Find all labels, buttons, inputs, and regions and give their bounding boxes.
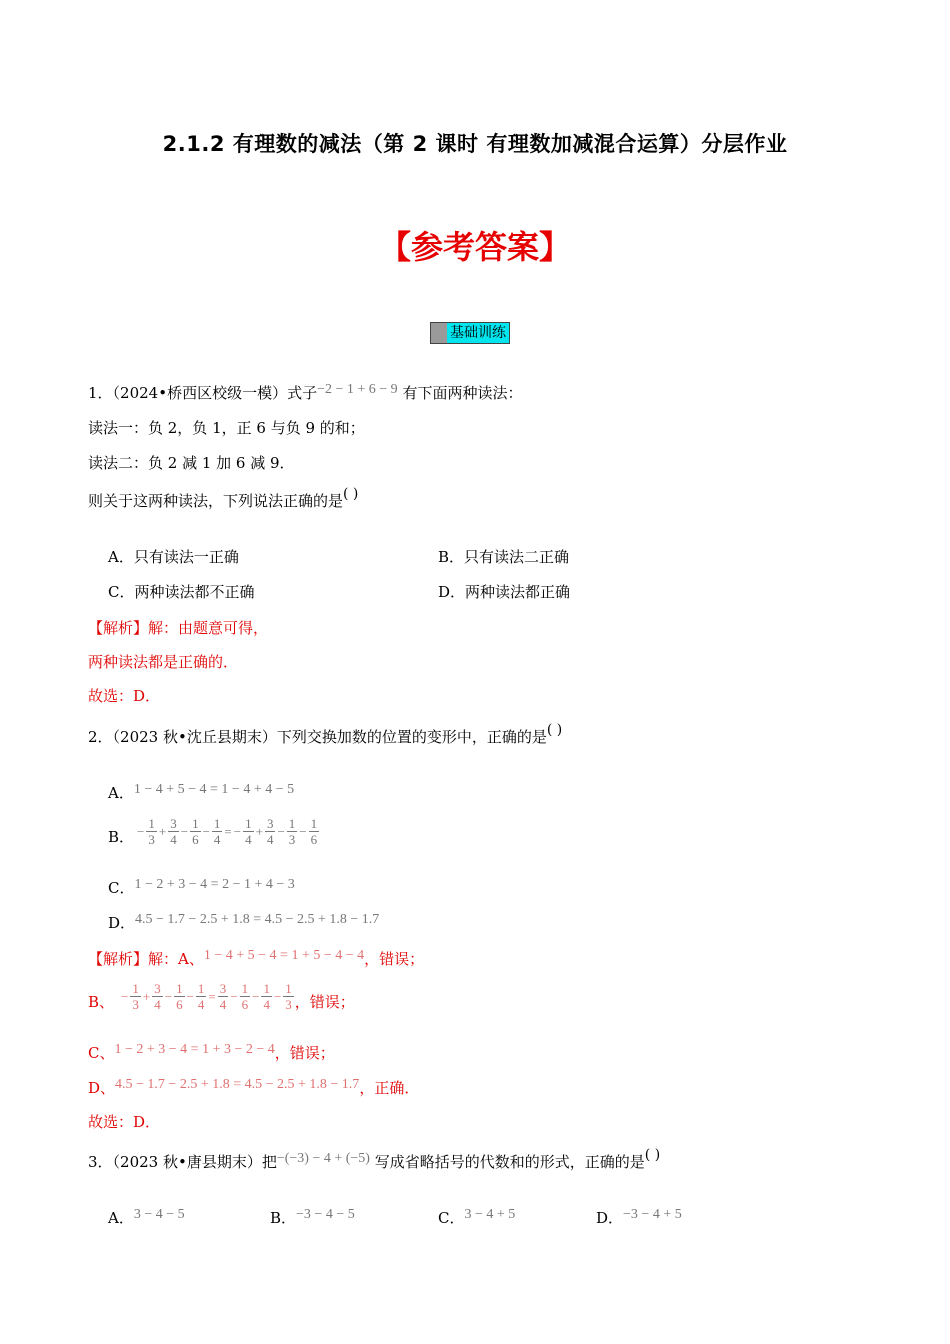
q2-b-fraction-3: [212, 816, 223, 847]
q2-analysis-d-suffix: ，正确．: [359, 1079, 420, 1097]
q2-analysis-a-prefix: 解：A、: [148, 950, 204, 968]
q2-analysis-label: 【解析】: [88, 950, 149, 968]
denominator: 3: [285, 997, 292, 1012]
q2-analysis-c-expr: 1 − 2 + 3 − 4 = 1 + 3 − 2 − 4: [114, 1042, 275, 1057]
denominator: 3: [288, 832, 296, 847]
denominator: 4: [154, 997, 161, 1012]
numerator: 1: [285, 981, 292, 996]
denominator: 4: [213, 832, 221, 847]
q3-option-b: [270, 1208, 355, 1230]
q2-option-a-expr: 1 − 4 + 5 − 4 = 1 − 4 + 4 − 5: [133, 782, 295, 797]
q3-expression: −(−3) − 4 + (−5): [276, 1151, 370, 1166]
q2-ans-b-fraction-1: [152, 981, 163, 1012]
q3-option-a-expr: 3 − 4 − 5: [133, 1207, 185, 1222]
q1-option-a: A．只有读法一正确: [108, 548, 239, 566]
q2-b-op-7: −: [277, 823, 285, 839]
q2-ans-b-fraction-7: [283, 981, 294, 1012]
q2-option-d-label: D．: [108, 914, 136, 932]
q2-analysis-b-suffix: ，错误；: [294, 993, 355, 1011]
q2-analysis-c-suffix: ，错误；: [274, 1044, 335, 1062]
q1-expression: −2 − 1 + 6 − 9: [317, 382, 398, 397]
q2-b-op-2: −: [180, 823, 189, 839]
numerator: 3: [266, 816, 274, 831]
q1-paren: ( ): [343, 486, 359, 502]
q2-b-fraction-2: [190, 816, 201, 847]
q3-stem: [88, 1147, 661, 1174]
q2-ans-b-op-3: −: [186, 988, 194, 1004]
section-title: 基础训练: [447, 323, 509, 343]
q1-option-d: D．两种读法都正确: [438, 583, 571, 601]
q1-stem: [88, 383, 522, 405]
q2-b-fraction-0: [146, 816, 157, 847]
q1-number: 1．: [88, 384, 113, 402]
q2-ans-b-op-4: =: [208, 988, 216, 1004]
q2-b-fraction-1: [168, 816, 179, 847]
q3-option-c-label: C．: [438, 1209, 465, 1227]
denominator: 4: [197, 997, 205, 1012]
q2-ans-b-fraction-0: [130, 981, 141, 1012]
q2-ans-b-op-7: −: [273, 988, 282, 1004]
q2-analysis-d: [88, 1078, 419, 1100]
q2-b-op-3: −: [202, 823, 210, 839]
q3-option-d-label: D．: [596, 1209, 624, 1227]
denominator: 6: [192, 832, 199, 847]
q2-b-op-1: +: [158, 823, 167, 839]
q3-source: （2023 秋•唐县期末）把: [112, 1153, 277, 1171]
denominator: 6: [176, 997, 183, 1012]
q2-ans-b-op-5: −: [230, 988, 238, 1004]
q3-option-b-label: B．: [270, 1209, 297, 1227]
q2-ans-b-op-0: −: [121, 988, 129, 1004]
q2-ans-b-op-6: −: [252, 988, 260, 1004]
q1-stem-end: 有下面两种读法：: [402, 384, 523, 402]
q3-paren: ( ): [644, 1147, 661, 1163]
q3-stem-end: 写成省略括号的代数和的形式，正确的是: [374, 1153, 645, 1171]
q1-reading-2: 读法二：负 2 减 1 加 6 减 9．: [88, 454, 295, 472]
page-title: 2.1.2 有理数的减法（第 2 课时 有理数加减混合运算）分层作业: [162, 132, 788, 156]
q1-source: （2024•桥西区校级一模）式子: [112, 384, 318, 402]
denominator: 4: [266, 832, 274, 847]
q2-analysis-c-prefix: C、: [88, 1044, 115, 1062]
q1-analysis-label: 【解析】: [88, 619, 149, 637]
numerator: 1: [192, 816, 199, 831]
q2-option-c: [108, 878, 295, 900]
q2-option-c-expr: 1 − 2 + 3 − 4 = 2 − 1 + 4 − 3: [134, 877, 295, 892]
numerator: 3: [170, 816, 177, 831]
numerator: 1: [241, 981, 249, 996]
q1-question: [88, 486, 359, 512]
q2-option-d: [108, 913, 379, 935]
numerator: 1: [245, 816, 252, 831]
numerator: 1: [176, 981, 183, 996]
q3-option-c: [438, 1208, 515, 1230]
q3-option-a: [108, 1208, 185, 1230]
q1-option-c: C．两种读法都不正确: [108, 583, 255, 601]
q1-analysis-line2: 两种读法都是正确的．: [88, 653, 239, 671]
q2-stem-text: （2023 秋•沈丘县期末）下列交换加数的位置的变形中，正确的是: [112, 728, 547, 746]
q2-option-b-label: B．: [108, 828, 135, 846]
denominator: 4: [263, 997, 270, 1012]
q2-b-fraction-8: [309, 816, 320, 847]
q3-option-c-expr: 3 − 4 + 5: [464, 1207, 516, 1222]
numerator: 1: [213, 816, 221, 831]
numerator: 1: [197, 981, 205, 996]
numerator: 1: [288, 816, 296, 831]
q3-option-d-expr: −3 − 4 + 5: [623, 1207, 682, 1222]
q2-number: 2．: [88, 728, 113, 746]
q2-option-a: [108, 783, 294, 805]
q2-b-op-4: =: [224, 823, 232, 839]
numerator: 1: [263, 981, 270, 996]
q2-b-op-6: +: [255, 823, 263, 839]
q1-option-b: B．只有读法二正确: [438, 548, 570, 566]
q2-ans-b-op-1: +: [142, 988, 151, 1004]
denominator: 3: [148, 832, 155, 847]
numerator: 1: [310, 816, 318, 831]
numerator: 3: [154, 981, 161, 996]
denominator: 6: [310, 832, 318, 847]
q2-ans-b-fraction-6: [261, 981, 272, 1012]
q2-b-op-0: −: [137, 823, 145, 839]
section-label: [430, 322, 510, 344]
denominator: 4: [170, 832, 177, 847]
denominator: 6: [241, 997, 249, 1012]
q2-analysis-b: [88, 981, 355, 1012]
q2-b-op-8: −: [299, 823, 307, 839]
numerator: 1: [132, 981, 139, 996]
q2-ans-b-fraction-3: [196, 981, 207, 1012]
q1-question-text: 则关于这两种读法，下列说法正确的是: [88, 492, 344, 510]
q1-analysis: [88, 618, 268, 638]
q2-analysis-a-suffix: ，错误；: [364, 950, 425, 968]
q2-b-fraction-5: [243, 816, 254, 847]
answer-heading: 【参考答案】: [378, 228, 571, 266]
q3-option-b-expr: −3 − 4 − 5: [296, 1207, 355, 1222]
q1-reading-1: 读法一：负 2，负 1，正 6 与负 9 的和；: [88, 419, 365, 437]
q2-analysis-d-prefix: D、: [88, 1079, 116, 1097]
q2-option-a-label: A．: [108, 784, 134, 802]
q3-number: 3．: [88, 1153, 113, 1171]
q2-ans-b-fraction-2: [174, 981, 185, 1012]
q2-analysis-b-expr: [120, 981, 295, 1012]
q2-ans-b-fraction-4: [218, 981, 229, 1012]
q2-b-op-5: −: [233, 823, 242, 839]
q2-ans-b-fraction-5: [240, 981, 251, 1012]
denominator: 3: [132, 997, 139, 1012]
q2-option-b-expr: [136, 816, 320, 847]
q3-option-d: [596, 1208, 682, 1230]
q2-option-c-label: C．: [108, 879, 135, 897]
q2-answer: 故选：D．: [88, 1113, 161, 1131]
q2-option-b: [108, 816, 320, 847]
numerator: 1: [148, 816, 155, 831]
q2-analysis-b-prefix: B、: [88, 993, 115, 1011]
numerator: 3: [219, 981, 227, 996]
q2-analysis-a-expr: 1 − 4 + 5 − 4 = 1 + 5 − 4 − 4: [203, 948, 365, 963]
q2-ans-b-op-2: −: [164, 988, 173, 1004]
q2-analysis-a: [88, 949, 424, 971]
q2-option-d-expr: 4.5 − 1.7 − 2.5 + 1.8 = 4.5 − 2.5 + 1.8 − 1.7: [135, 912, 380, 927]
q2-stem: [88, 722, 563, 748]
q2-analysis-d-expr: 4.5 − 1.7 − 2.5 + 1.8 = 4.5 − 2.5 + 1.8 − 1.7: [115, 1077, 360, 1092]
q1-answer: 故选：D．: [88, 687, 161, 705]
denominator: 4: [245, 832, 252, 847]
q2-b-fraction-7: [287, 816, 298, 847]
q3-option-a-label: A．: [108, 1209, 134, 1227]
section-marker: [431, 323, 447, 343]
q1-analysis-line1: 解：由题意可得，: [148, 619, 269, 637]
denominator: 4: [219, 997, 227, 1012]
q2-paren: ( ): [546, 722, 563, 738]
q2-analysis-c: [88, 1043, 335, 1065]
q2-b-fraction-6: [265, 816, 276, 847]
